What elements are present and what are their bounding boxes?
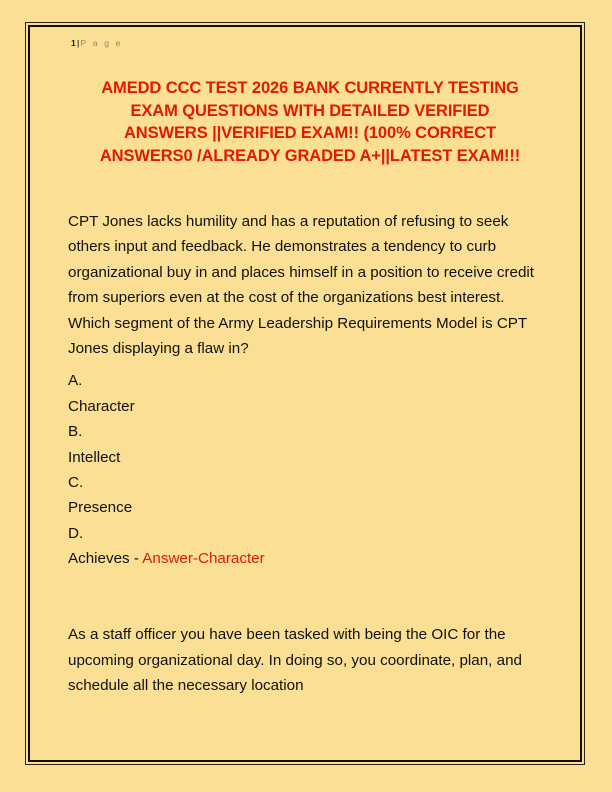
- option-a-text: Character: [68, 397, 135, 415]
- option-b-letter: B.: [68, 423, 83, 441]
- title-line-2: EXAM QUESTIONS WITH DETAILED VERIFIED: [130, 101, 490, 120]
- paragraph-spacer-2: [68, 597, 552, 622]
- option-c-letter: C.: [68, 474, 84, 492]
- title-line-4: ANSWERS0 /ALREADY GRADED A+||LATEST EXAM!!!: [99, 146, 521, 165]
- page-border-inner: [28, 25, 582, 762]
- option-a-letter: A.: [68, 372, 83, 390]
- title-line-1: AMEDD CCC TEST 2026 BANK CURRENTLY TESTING: [101, 79, 519, 97]
- option-d-row: [68, 546, 552, 571]
- option-d-letter: D.: [68, 524, 84, 542]
- option-d-text: Achieves -: [68, 550, 143, 568]
- document-title: [74, 77, 546, 167]
- next-question-text: As a staff officer you have been tasked with being the OIC for the upcoming organizational day. In doing so, you coordinate, plan, and schedule all the necessary location: [68, 626, 522, 695]
- answer-key: Answer-Character: [142, 550, 265, 568]
- header-separator: |: [77, 38, 80, 48]
- question-text: CPT Jones lacks humility and has a reputation of refusing to seek others input and feedback. He demonstrates a tendency to curb organizational buy in and places himself in a position to receive credit from superiors even at the cost of the organizations best interest. Which segment of the Army Leadership Requirements Model is CPT Jones displaying a flaw in?: [68, 213, 535, 358]
- title-line-3: ANSWERS ||VERIFIED EXAM!! (100% CORRECT: [123, 124, 497, 142]
- document-body: [68, 209, 552, 699]
- page-border-frame: [25, 22, 585, 765]
- running-header: [71, 37, 552, 49]
- header-page-label: P a g e: [80, 38, 123, 48]
- paragraph-spacer: [68, 572, 552, 597]
- option-c-text: Presence: [68, 499, 133, 517]
- page-content: [30, 27, 580, 760]
- header-page-number: 1: [71, 38, 77, 48]
- option-b-text: Intellect: [68, 448, 121, 466]
